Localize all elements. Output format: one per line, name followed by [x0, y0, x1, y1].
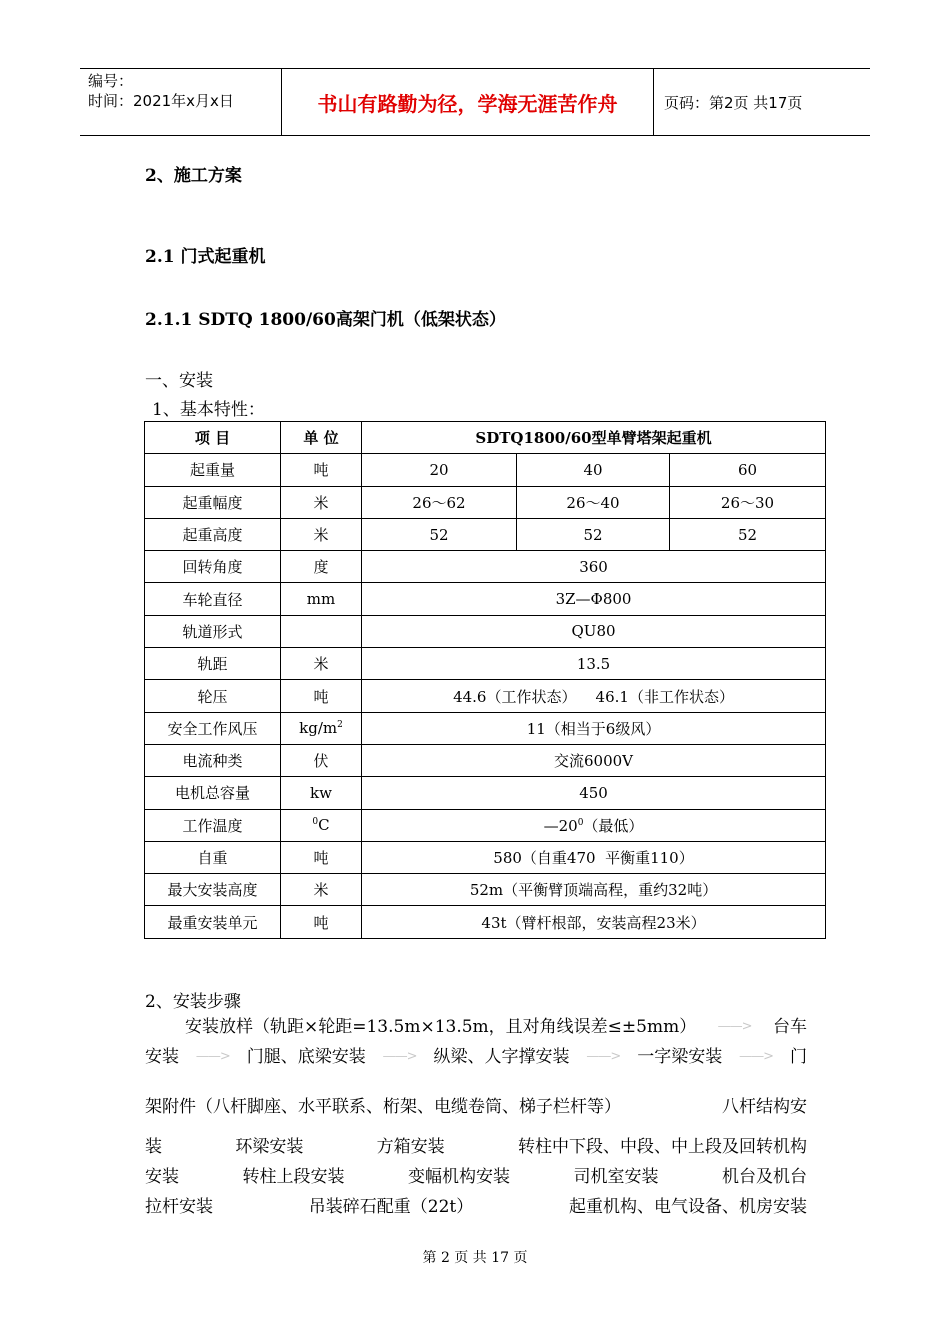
table-row	[145, 648, 826, 680]
cell: 轨距	[145, 648, 281, 680]
step: 安装放样（轨距×轮距=13.5m×13.5m，且对角线误差≤±5mm）	[185, 1017, 697, 1037]
cell: 52	[517, 518, 670, 550]
step: 转柱中下段、中段、中上段及回转机构	[517, 1137, 807, 1157]
cell: 吨	[281, 906, 362, 938]
step: 装	[145, 1137, 162, 1157]
temp-sup: 0	[577, 817, 584, 828]
unit-sup: 0	[312, 817, 319, 828]
cell: 52	[362, 518, 517, 550]
step: 变幅机构安装	[408, 1167, 510, 1187]
cell: 米	[281, 518, 362, 550]
cell: 26～40	[517, 486, 670, 518]
cell: 安全工作风压	[145, 712, 281, 744]
cell: 米	[281, 486, 362, 518]
cell: 最重安装单元	[145, 906, 281, 938]
table-row	[145, 551, 826, 583]
step: 架附件（八杆脚座、水平联系、桁架、电缆卷筒、梯子栏杆等）	[145, 1097, 621, 1117]
cell: 米	[281, 874, 362, 906]
page-footer: 第 2 页 共 17 页	[422, 1250, 528, 1266]
cell: 车轮直径	[145, 583, 281, 615]
table-row	[145, 583, 826, 615]
steps-heading: 2、安装步骤	[145, 992, 241, 1012]
table-row	[145, 841, 826, 873]
table-row	[145, 744, 826, 776]
cell: 450	[362, 777, 826, 809]
step: 转柱上段安装	[242, 1167, 345, 1187]
steps-line	[145, 1012, 807, 1042]
cell: kw	[281, 777, 362, 809]
table-row	[145, 615, 826, 647]
steps-paragraph	[145, 1012, 807, 1222]
cell: 轨道形式	[145, 615, 281, 647]
step: 安装	[145, 1047, 179, 1067]
subsubsection-title: 2.1.1 SDTQ 1800/60高架门机（低架状态）	[145, 310, 506, 330]
cell: 轮压	[145, 680, 281, 712]
cell: 60	[670, 454, 826, 486]
cell: 360	[362, 551, 826, 583]
table-row	[145, 680, 826, 712]
cell: 工作温度	[145, 809, 281, 841]
header-left	[80, 69, 282, 135]
table-row	[145, 874, 826, 906]
step: 门腿、底梁安装	[246, 1047, 366, 1067]
unit-base: kg/m	[299, 719, 338, 738]
cell: 吨	[281, 841, 362, 873]
cell: mm	[281, 583, 362, 615]
step: 八杆结构安	[722, 1097, 807, 1117]
header-unit: 单 位	[281, 422, 362, 454]
cell	[362, 809, 826, 841]
time-label: 时间：2021年x月x日	[88, 92, 234, 110]
cell: 米	[281, 648, 362, 680]
cell: 3Z—Φ800	[362, 583, 826, 615]
step: 机台及机台	[722, 1167, 807, 1187]
unit-base: C	[318, 816, 330, 835]
cell: 13.5	[362, 648, 826, 680]
step: 一字梁安装	[637, 1047, 723, 1067]
cell: 26～62	[362, 486, 517, 518]
cell: 交流6000V	[362, 744, 826, 776]
arrow-icon: ——>	[717, 1019, 752, 1034]
cell: 43t（臂杆根部，安装高程23米）	[362, 906, 826, 938]
cell: 自重	[145, 841, 281, 873]
subsection-title: 2.1 门式起重机	[145, 247, 266, 267]
step: 纵梁、人字撑安装	[433, 1047, 570, 1067]
section-title: 2、施工方案	[145, 166, 242, 186]
header-model: SDTQ1800/60型单臂塔架起重机	[362, 422, 826, 454]
cell: 起重高度	[145, 518, 281, 550]
unit-sup: 2	[337, 720, 343, 731]
table-row	[145, 518, 826, 550]
table-header-row	[145, 422, 826, 454]
cell: 回转角度	[145, 551, 281, 583]
steps-line	[145, 1132, 807, 1162]
cell: 伏	[281, 744, 362, 776]
arrow-icon: ——>	[382, 1049, 417, 1064]
steps-line	[145, 1092, 807, 1122]
cell: 44.6（工作状态） 46.1（非工作状态）	[362, 680, 826, 712]
cell: 20	[362, 454, 517, 486]
install-heading: 一、安装	[145, 371, 213, 391]
steps-line	[145, 1162, 807, 1192]
arrow-icon: ——>	[586, 1049, 621, 1064]
cell: QU80	[362, 615, 826, 647]
cell: 电机总容量	[145, 777, 281, 809]
step: 吊装碎石配重（22t）	[308, 1197, 474, 1217]
arrow-icon: ——>	[195, 1049, 230, 1064]
cell	[281, 615, 362, 647]
step: 环梁安装	[235, 1137, 304, 1157]
cell	[281, 712, 362, 744]
step: 起重机构、电气设备、机房安装	[569, 1197, 807, 1217]
cell	[281, 809, 362, 841]
cell: 起重幅度	[145, 486, 281, 518]
page-header	[80, 68, 870, 136]
arrow-icon: ——>	[739, 1049, 774, 1064]
cell: 度	[281, 551, 362, 583]
temp-value: —20	[543, 816, 578, 835]
step: 司机室安装	[573, 1167, 659, 1187]
cell: 26～30	[670, 486, 826, 518]
table-row	[145, 712, 826, 744]
table-row	[145, 454, 826, 486]
basic-heading: 1、基本特性：	[152, 400, 265, 420]
cell: 40	[517, 454, 670, 486]
cell: 52	[670, 518, 826, 550]
cell: 电流种类	[145, 744, 281, 776]
steps-line	[145, 1042, 807, 1072]
steps-line	[145, 1192, 807, 1222]
cell: 吨	[281, 454, 362, 486]
header-page-info: 页码：第2页 共17页	[664, 93, 803, 112]
step: 安装	[145, 1167, 179, 1187]
step: 方箱安装	[376, 1137, 445, 1157]
table-row	[145, 777, 826, 809]
cell: 580（自重470 平衡重110）	[362, 841, 826, 873]
header-motto: 书山有路勤为径，学海无涯苦作舟	[282, 69, 654, 135]
temp-suffix: （最低）	[583, 816, 644, 835]
cell: 最大安装高度	[145, 874, 281, 906]
cell: 吨	[281, 680, 362, 712]
cell: 11（相当于6级风）	[362, 712, 826, 744]
table-row	[145, 809, 826, 841]
cell: 起重量	[145, 454, 281, 486]
table-row	[145, 906, 826, 938]
cell: 52m（平衡臂顶端高程，重约32吨）	[362, 874, 826, 906]
table-row	[145, 486, 826, 518]
step: 拉杆安装	[145, 1197, 213, 1217]
step: 台车	[772, 1017, 807, 1037]
spec-table	[144, 421, 826, 939]
number-label: 编号：	[88, 72, 134, 90]
step: 门	[790, 1047, 807, 1067]
header-item: 项 目	[145, 422, 281, 454]
